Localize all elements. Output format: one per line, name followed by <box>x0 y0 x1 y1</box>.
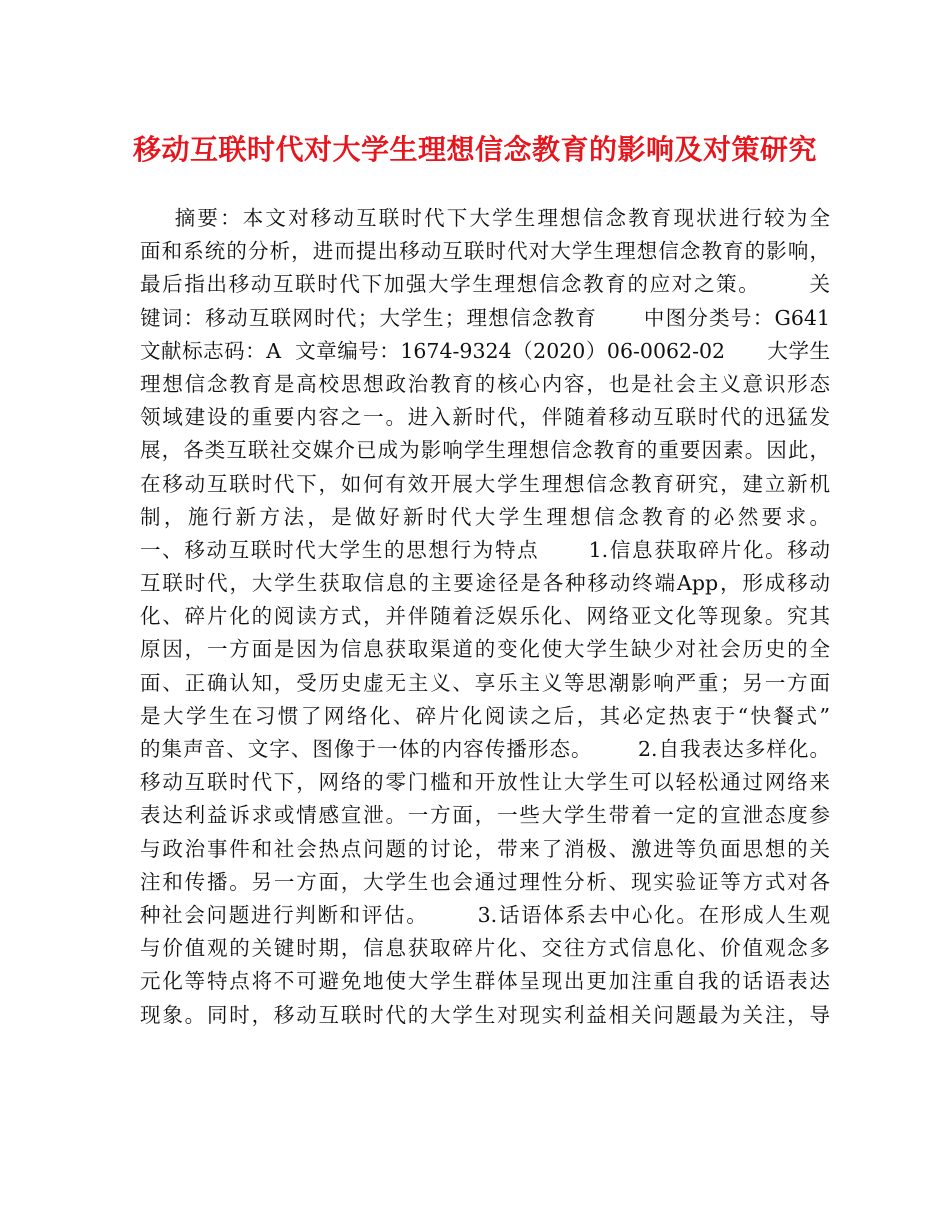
body-line: 一、移动互联时代大学生的思想行为特点 1.信息获取碎片化。移动 <box>140 537 830 562</box>
body-line: 种社会问题进行判断和评估。 3.话语体系去中心化。在形成人生观 <box>140 902 830 927</box>
body-line: 制，施行新方法，是做好新时代大学生理想信念教育的必然要求。 <box>140 504 830 529</box>
body-line: 理想信念教育是高校思想政治教育的核心内容，也是社会主义意识形态 <box>140 371 830 396</box>
body-line: 面、正确认知，受历史虚无主义、享乐主义等思潮影响严重；另一方面 <box>140 670 830 695</box>
body-line: 领域建设的重要内容之一。进入新时代，伴随着移动互联时代的迅猛发 <box>140 405 830 430</box>
body-line: 摘要：本文对移动互联时代下大学生理想信念教育现状进行较为全 <box>140 206 830 230</box>
body-line: 展，各类互联社交媒介已成为影响学生理想信念教育的重要因素。因此， <box>140 438 830 463</box>
body-line: 注和传播。另一方面，大学生也会通过理性分析、现实验证等方式对各 <box>140 869 830 894</box>
body-line: 与价值观的关键时期，信息获取碎片化、交往方式信息化、价值观念多 <box>140 936 830 961</box>
document-title: 移动互联时代对大学生理想信念教育的影响及对策研究 <box>132 133 817 166</box>
body-line: 原因，一方面是因为信息获取渠道的变化使大学生缺少对社会历史的全 <box>140 637 830 662</box>
body-line: 移动互联时代下，网络的零门槛和开放性让大学生可以轻松通过网络来 <box>140 770 830 795</box>
body-line: 是大学生在习惯了网络化、碎片化阅读之后，其必定热衷于“快餐式” <box>140 703 830 728</box>
body-line: 键词：移动互联网时代；大学生；理想信念教育 中图分类号：G641 <box>140 305 830 330</box>
body-line: 最后指出移动互联时代下加强大学生理想信念教育的应对之策。 关 <box>140 272 830 297</box>
body-line: 元化等特点将不可避免地使大学生群体呈现出更加注重自我的话语表达 <box>140 969 830 994</box>
body-line: 表达利益诉求或情感宣泄。一方面，一些大学生带着一定的宣泄态度参 <box>140 803 830 828</box>
body-line: 与政治事件和社会热点问题的讨论，带来了消极、激进等负面思想的关 <box>140 836 830 861</box>
body-line: 的集声音、文字、图像于一体的内容传播形态。 2.自我表达多样化。 <box>140 737 830 761</box>
body-line: 面和系统的分析，进而提出移动互联时代对大学生理想信念教育的影响， <box>140 239 830 264</box>
document-body <box>140 202 830 1032</box>
body-line: 化、碎片化的阅读方式，并伴随着泛娱乐化、网络亚文化等现象。究其 <box>140 604 830 629</box>
body-line: 在移动互联时代下，如何有效开展大学生理想信念教育研究，建立新机 <box>140 471 830 496</box>
body-line: 文献标志码：A 文章编号：1674-9324（2020）06-0062-02 大学生 <box>140 338 830 363</box>
body-line: 现象。同时，移动互联时代的大学生对现实利益相关问题最为关注，导 <box>140 1002 830 1027</box>
body-line: 互联时代，大学生获取信息的主要途径是各种移动终端App，形成移动 <box>140 571 830 596</box>
